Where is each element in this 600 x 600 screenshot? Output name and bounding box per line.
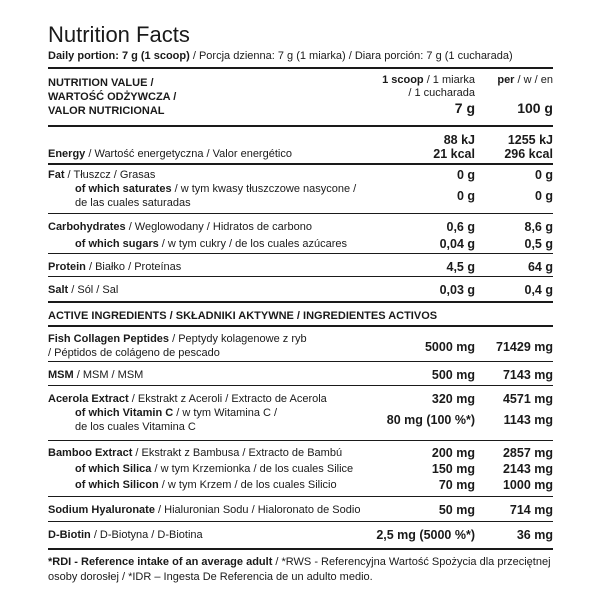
active-ingredients-header [48, 301, 553, 325]
per100-value: 100 g [517, 100, 553, 116]
bamboo-section [48, 440, 553, 496]
acerola-row [48, 389, 553, 406]
nutrition-facts-panel [48, 22, 553, 585]
serving-translation: / 1 miarka [423, 74, 475, 86]
msm-section [48, 361, 553, 385]
carbohydrates-section [48, 213, 553, 253]
carbohydrates-100g-value: 8,6 g [524, 220, 553, 234]
protein-row [48, 257, 553, 274]
protein-serving-value: 4,5 g [446, 260, 475, 274]
protein-section [48, 253, 553, 276]
vitamin-c-100g-value: 1143 mg [503, 413, 553, 427]
silicon-row [48, 476, 553, 492]
hyaluronate-100g-value: 714 mg [509, 503, 553, 517]
hyaluronate-row [48, 500, 553, 517]
silica-row [48, 460, 553, 476]
vitamin-c-serving-value: 80 mg (100 %*) [386, 413, 475, 427]
silicon-translations: / w tym Krzem / de los cuales Silicio [158, 479, 337, 491]
silicon-100g-value: 1000 mg [502, 478, 553, 492]
biotin-100g-value: 36 mg [516, 528, 553, 542]
daily-portion-translations: / Porcja dzienna: 7 g (1 miarka) / Diara porción: 7 g (1 cucharada) [189, 50, 513, 62]
heading-line-pl: WARTOŚĆ ODŻYWCZA / [48, 91, 177, 103]
footnote [48, 555, 553, 585]
collagen-section [48, 325, 553, 361]
energy-serving-kcal: 21 kcal [433, 147, 475, 161]
saturates-row [48, 182, 553, 210]
acerola-name: Acerola Extract [48, 393, 129, 405]
footnote-divider [48, 548, 553, 550]
biotin-name: D-Biotin [48, 529, 91, 541]
daily-portion [48, 49, 553, 63]
per100-column-header [475, 74, 553, 118]
energy-row [48, 131, 553, 161]
biotin-section [48, 521, 553, 548]
vitamin-c-row [48, 406, 553, 434]
energy-section [48, 125, 553, 163]
footnote-rdi: *RDI - Reference intake of an average adult [48, 556, 273, 568]
bamboo-translations: / Ekstrakt z Bambusa / Extracto de Bambú [132, 447, 343, 459]
collagen-100g-value: 71429 mg [496, 340, 553, 354]
serving-value: 7 g [454, 100, 475, 116]
heading-line-en: NUTRITION VALUE / [48, 77, 154, 89]
collagen-name: Fish Collagen Peptides [48, 333, 170, 345]
msm-100g-value: 7143 mg [502, 368, 553, 382]
msm-row [48, 365, 553, 382]
msm-translations: / MSM / MSM [73, 369, 144, 381]
daily-portion-label: Daily portion: 7 g (1 scoop) [48, 50, 190, 62]
energy-translations: / Wartość energetyczna / Valor energético [85, 148, 292, 160]
silicon-name: of which Silicon [75, 479, 159, 491]
vitamin-c-name: of which Vitamin C [75, 407, 174, 419]
header-section [48, 67, 553, 125]
bamboo-serving-value: 200 mg [431, 446, 475, 460]
sugars-translations: / w tym cukry / de los cuales azúcares [158, 238, 348, 250]
nutrition-value-heading [48, 74, 365, 118]
energy-100g-kj: 1255 kJ [507, 133, 553, 147]
serving-label: 1 scoop [382, 74, 424, 86]
footnote-translations: / *RWS - Referencyjna Wartość Spożycia dla przeciętnej osoby dorosłej / *IDR – Ingesta De Referencia de un adulto medio. [48, 556, 551, 583]
protein-translations: / Białko / Proteínas [85, 261, 182, 273]
salt-100g-value: 0,4 g [524, 283, 553, 297]
active-ingredients-heading: ACTIVE INGREDIENTS / SKŁADNIKI AKTYWNE / INGREDIENTES ACTIVOS [48, 310, 438, 322]
per-label: per [497, 74, 515, 86]
serving-translation-2: / 1 cucharada [408, 87, 475, 99]
acerola-translations: / Ekstrakt z Aceroli / Extracto de Acerola [128, 393, 327, 405]
msm-name: MSM [48, 369, 74, 381]
carbohydrates-translations: / Weglowodany / Hidratos de carbono [125, 221, 312, 233]
saturates-translations: / w tym kwasy tłuszczowe nasycone / [171, 183, 357, 195]
saturates-name: of which saturates [75, 183, 172, 195]
bamboo-100g-value: 2857 mg [502, 446, 553, 460]
biotin-serving-value: 2,5 mg (5000 %*) [376, 528, 475, 542]
energy-serving-kj: 88 kJ [443, 133, 475, 147]
silica-name: of which Silica [75, 463, 152, 475]
salt-name: Salt [48, 284, 69, 296]
salt-translations: / Sól / Sal [68, 284, 119, 296]
silicon-serving-value: 70 mg [438, 478, 475, 492]
carbohydrates-serving-value: 0,6 g [446, 220, 475, 234]
salt-row [48, 280, 553, 297]
sugars-serving-value: 0,04 g [439, 237, 475, 251]
page-title: Nutrition Facts [48, 22, 190, 47]
collagen-row [48, 332, 553, 360]
energy-name: Energy [48, 148, 86, 160]
heading-line-es: VALOR NUTRICIONAL [48, 105, 165, 117]
vitamin-c-translations: / w tym Witamina C / [173, 407, 278, 419]
sugars-name: of which sugars [75, 238, 159, 250]
biotin-translations: / D-Biotyna / D-Biotina [90, 529, 203, 541]
carbohydrates-row [48, 217, 553, 234]
fat-translations: / Tłuszcz / Grasas [64, 169, 156, 181]
saturates-serving-value: 0 g [456, 189, 475, 203]
msm-serving-value: 500 mg [431, 368, 475, 382]
silica-translations: / w tym Krzemionka / de los cuales Silice [151, 463, 354, 475]
silica-100g-value: 2143 mg [502, 462, 553, 476]
bamboo-name: Bamboo Extract [48, 447, 133, 459]
saturates-translations-2: de las cuales saturadas [75, 197, 191, 209]
sugars-100g-value: 0,5 g [524, 237, 553, 251]
collagen-serving-value: 5000 mg [424, 340, 475, 354]
protein-name: Protein [48, 261, 86, 273]
salt-serving-value: 0,03 g [439, 283, 475, 297]
biotin-row [48, 525, 553, 542]
fat-section [48, 163, 553, 213]
per-translation: / w / en [514, 74, 553, 86]
saturates-100g-value: 0 g [534, 189, 553, 203]
hyaluronate-serving-value: 50 mg [438, 503, 475, 517]
collagen-translations-2: / Péptidos de colágeno de pescado [48, 347, 220, 359]
sugars-row [48, 234, 553, 251]
fat-serving-value: 0 g [456, 168, 475, 182]
vitamin-c-translations-2: de los cuales Vitamina C [75, 421, 196, 433]
fat-row [48, 168, 553, 182]
salt-section [48, 276, 553, 301]
acerola-serving-value: 320 mg [431, 392, 475, 406]
hyaluronate-name: Sodium Hyaluronate [48, 504, 155, 516]
acerola-section [48, 385, 553, 440]
fat-100g-value: 0 g [534, 168, 553, 182]
energy-100g-kcal: 296 kcal [504, 147, 553, 161]
hyaluronate-section [48, 496, 553, 521]
serving-column-header [365, 74, 475, 118]
protein-100g-value: 64 g [527, 260, 553, 274]
collagen-translations: / Peptydy kolagenowe z ryb [169, 333, 307, 345]
hyaluronate-translations: / Hialuronian Sodu / Hialoronato de Sodio [154, 504, 361, 516]
fat-name: Fat [48, 169, 65, 181]
acerola-100g-value: 4571 mg [502, 392, 553, 406]
silica-serving-value: 150 mg [431, 462, 475, 476]
carbohydrates-name: Carbohydrates [48, 221, 126, 233]
bamboo-row [48, 444, 553, 460]
